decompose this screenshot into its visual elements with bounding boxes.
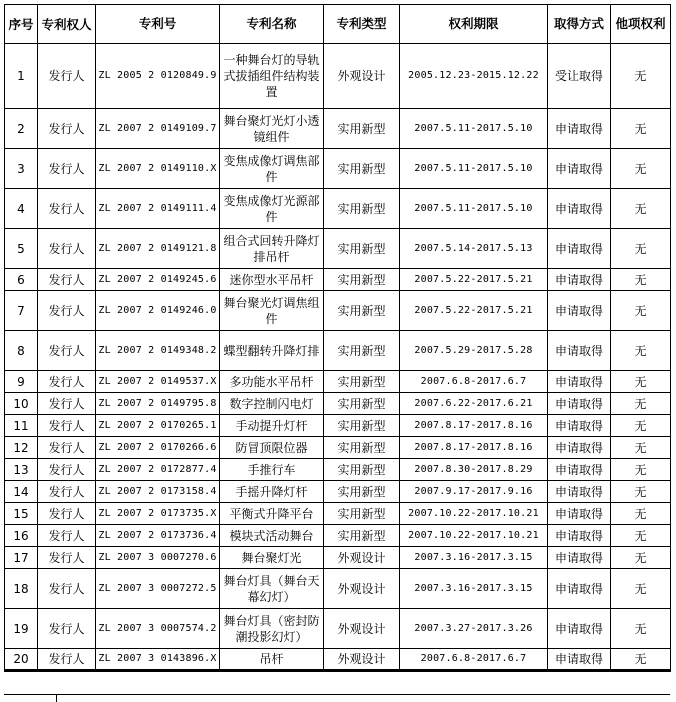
cell-type: 实用新型 — [324, 371, 400, 393]
cell-seq: 14 — [5, 481, 38, 503]
cell-other: 无 — [611, 525, 671, 547]
cell-other: 无 — [611, 149, 671, 189]
cell-term: 2007.8.30-2017.8.29 — [400, 459, 548, 481]
cell-seq: 19 — [5, 609, 38, 649]
cell-other: 无 — [611, 109, 671, 149]
cell-number: ZL 2007 2 0149109.7 — [96, 109, 220, 149]
table-row — [5, 481, 671, 503]
cell-other: 无 — [611, 371, 671, 393]
table-row — [5, 291, 671, 331]
cell-term: 2007.5.14-2017.5.13 — [400, 229, 548, 269]
cell-type: 实用新型 — [324, 109, 400, 149]
table-row — [5, 393, 671, 415]
cell-seq: 20 — [5, 649, 38, 671]
cell-term: 2007.3.16-2017.3.15 — [400, 569, 548, 609]
table-row — [5, 609, 671, 649]
cell-holder: 发行人 — [38, 44, 96, 109]
cell-seq: 1 — [5, 44, 38, 109]
cell-name: 防冒顶限位器 — [220, 437, 324, 459]
cell-other: 无 — [611, 503, 671, 525]
table-row — [5, 649, 671, 671]
cell-other: 无 — [611, 331, 671, 371]
cell-number: ZL 2007 2 0149111.4 — [96, 189, 220, 229]
cell-seq: 3 — [5, 149, 38, 189]
cell-seq: 13 — [5, 459, 38, 481]
cell-type: 外观设计 — [324, 547, 400, 569]
table-row — [5, 269, 671, 291]
cell-number: ZL 2007 3 0007270.6 — [96, 547, 220, 569]
cell-type: 实用新型 — [324, 189, 400, 229]
cell-seq: 17 — [5, 547, 38, 569]
cell-method: 申请取得 — [548, 459, 611, 481]
cell-type: 实用新型 — [324, 331, 400, 371]
cell-number: ZL 2007 2 0173736.4 — [96, 525, 220, 547]
cell-holder: 发行人 — [38, 415, 96, 437]
cell-term: 2007.5.11-2017.5.10 — [400, 149, 548, 189]
cell-method: 申请取得 — [548, 481, 611, 503]
cell-other: 无 — [611, 269, 671, 291]
cell-method: 申请取得 — [548, 547, 611, 569]
cell-seq: 5 — [5, 229, 38, 269]
cell-seq: 12 — [5, 437, 38, 459]
cell-holder: 发行人 — [38, 525, 96, 547]
cell-holder: 发行人 — [38, 547, 96, 569]
cell-number: ZL 2007 2 0173158.4 — [96, 481, 220, 503]
cell-number: ZL 2007 3 0143896.X — [96, 649, 220, 671]
cell-name: 多功能水平吊杆 — [220, 371, 324, 393]
cell-holder: 发行人 — [38, 331, 96, 371]
cell-term: 2007.5.22-2017.5.21 — [400, 269, 548, 291]
header-number: 专利号 — [96, 5, 220, 44]
table-row — [5, 569, 671, 609]
cell-term: 2007.5.11-2017.5.10 — [400, 109, 548, 149]
cell-holder: 发行人 — [38, 649, 96, 671]
cell-term: 2007.3.16-2017.3.15 — [400, 547, 548, 569]
cell-name: 舞台聚灯光 — [220, 547, 324, 569]
cell-type: 实用新型 — [324, 149, 400, 189]
bottom-rule-tick — [56, 694, 57, 702]
header-name: 专利名称 — [220, 5, 324, 44]
cell-term: 2007.3.27-2017.3.26 — [400, 609, 548, 649]
cell-name: 迷你型水平吊杆 — [220, 269, 324, 291]
cell-name: 手摇升降灯杆 — [220, 481, 324, 503]
cell-seq: 10 — [5, 393, 38, 415]
cell-term: 2007.8.17-2017.8.16 — [400, 437, 548, 459]
cell-type: 实用新型 — [324, 393, 400, 415]
cell-number: ZL 2007 2 0149246.0 — [96, 291, 220, 331]
cell-term: 2007.5.11-2017.5.10 — [400, 189, 548, 229]
cell-number: ZL 2007 2 0149795.8 — [96, 393, 220, 415]
cell-holder: 发行人 — [38, 393, 96, 415]
cell-number: ZL 2007 2 0172877.4 — [96, 459, 220, 481]
cell-term: 2007.8.17-2017.8.16 — [400, 415, 548, 437]
cell-other: 无 — [611, 459, 671, 481]
cell-holder: 发行人 — [38, 569, 96, 609]
cell-method: 申请取得 — [548, 189, 611, 229]
cell-seq: 18 — [5, 569, 38, 609]
cell-method: 申请取得 — [548, 503, 611, 525]
cell-term: 2007.6.22-2017.6.21 — [400, 393, 548, 415]
table-row — [5, 415, 671, 437]
cell-seq: 4 — [5, 189, 38, 229]
cell-seq: 11 — [5, 415, 38, 437]
cell-number: ZL 2007 2 0149121.8 — [96, 229, 220, 269]
cell-name: 手推行车 — [220, 459, 324, 481]
cell-name: 组合式回转升降灯排吊杆 — [220, 229, 324, 269]
table-row — [5, 437, 671, 459]
cell-number: ZL 2007 3 0007272.5 — [96, 569, 220, 609]
cell-type: 实用新型 — [324, 415, 400, 437]
cell-other: 无 — [611, 415, 671, 437]
cell-number: ZL 2007 2 0149245.6 — [96, 269, 220, 291]
cell-name: 数字控制闪电灯 — [220, 393, 324, 415]
cell-number: ZL 2007 2 0173735.X — [96, 503, 220, 525]
cell-term: 2007.9.17-2017.9.16 — [400, 481, 548, 503]
cell-name: 平衡式升降平台 — [220, 503, 324, 525]
table-row — [5, 547, 671, 569]
table-row — [5, 331, 671, 371]
patent-table — [4, 4, 671, 672]
cell-type: 外观设计 — [324, 569, 400, 609]
cell-other: 无 — [611, 291, 671, 331]
cell-seq: 8 — [5, 331, 38, 371]
cell-number: ZL 2007 3 0007574.2 — [96, 609, 220, 649]
cell-other: 无 — [611, 609, 671, 649]
cell-method: 申请取得 — [548, 109, 611, 149]
cell-type: 实用新型 — [324, 525, 400, 547]
cell-other: 无 — [611, 481, 671, 503]
cell-holder: 发行人 — [38, 481, 96, 503]
cell-name: 舞台聚光灯调焦组件 — [220, 291, 324, 331]
table-row — [5, 109, 671, 149]
cell-type: 外观设计 — [324, 609, 400, 649]
header-seq: 序号 — [5, 5, 38, 44]
cell-other: 无 — [611, 393, 671, 415]
cell-holder: 发行人 — [38, 229, 96, 269]
cell-type: 外观设计 — [324, 649, 400, 671]
cell-method: 申请取得 — [548, 609, 611, 649]
cell-number: ZL 2005 2 0120849.9 — [96, 44, 220, 109]
cell-term: 2007.5.22-2017.5.21 — [400, 291, 548, 331]
cell-seq: 6 — [5, 269, 38, 291]
cell-number: ZL 2007 2 0170266.6 — [96, 437, 220, 459]
cell-seq: 7 — [5, 291, 38, 331]
cell-seq: 15 — [5, 503, 38, 525]
cell-type: 外观设计 — [324, 44, 400, 109]
cell-type: 实用新型 — [324, 503, 400, 525]
cell-type: 实用新型 — [324, 291, 400, 331]
cell-holder: 发行人 — [38, 109, 96, 149]
table-row — [5, 371, 671, 393]
cell-other: 无 — [611, 649, 671, 671]
cell-holder: 发行人 — [38, 437, 96, 459]
cell-holder: 发行人 — [38, 503, 96, 525]
cell-term: 2007.6.8-2017.6.7 — [400, 371, 548, 393]
cell-other: 无 — [611, 44, 671, 109]
cell-method: 申请取得 — [548, 649, 611, 671]
cell-method: 申请取得 — [548, 415, 611, 437]
cell-number: ZL 2007 2 0149537.X — [96, 371, 220, 393]
cell-type: 实用新型 — [324, 229, 400, 269]
cell-method: 申请取得 — [548, 371, 611, 393]
table-row — [5, 503, 671, 525]
cell-type: 实用新型 — [324, 459, 400, 481]
table-row — [5, 149, 671, 189]
cell-method: 受让取得 — [548, 44, 611, 109]
cell-name: 舞台灯具（密封防潮投影幻灯） — [220, 609, 324, 649]
bottom-rule — [4, 694, 670, 695]
cell-method: 申请取得 — [548, 393, 611, 415]
table-row — [5, 459, 671, 481]
cell-method: 申请取得 — [548, 291, 611, 331]
cell-number: ZL 2007 2 0149348.2 — [96, 331, 220, 371]
cell-term: 2007.10.22-2017.10.21 — [400, 525, 548, 547]
cell-other: 无 — [611, 229, 671, 269]
cell-method: 申请取得 — [548, 149, 611, 189]
cell-type: 实用新型 — [324, 269, 400, 291]
cell-other: 无 — [611, 569, 671, 609]
cell-other: 无 — [611, 547, 671, 569]
cell-name: 吊杆 — [220, 649, 324, 671]
cell-term: 2007.10.22-2017.10.21 — [400, 503, 548, 525]
table-row — [5, 44, 671, 109]
cell-seq: 9 — [5, 371, 38, 393]
header-method: 取得方式 — [548, 5, 611, 44]
cell-holder: 发行人 — [38, 269, 96, 291]
cell-method: 申请取得 — [548, 331, 611, 371]
cell-seq: 16 — [5, 525, 38, 547]
cell-name: 舞台聚灯光灯小透镜组件 — [220, 109, 324, 149]
cell-method: 申请取得 — [548, 525, 611, 547]
cell-other: 无 — [611, 437, 671, 459]
table-row — [5, 189, 671, 229]
cell-name: 模块式活动舞台 — [220, 525, 324, 547]
cell-holder: 发行人 — [38, 149, 96, 189]
header-holder: 专利权人 — [38, 5, 96, 44]
header-type: 专利类型 — [324, 5, 400, 44]
table-row — [5, 525, 671, 547]
cell-type: 实用新型 — [324, 437, 400, 459]
cell-other: 无 — [611, 189, 671, 229]
cell-holder: 发行人 — [38, 291, 96, 331]
cell-holder: 发行人 — [38, 189, 96, 229]
cell-name: 变焦成像灯光源部件 — [220, 189, 324, 229]
cell-method: 申请取得 — [548, 569, 611, 609]
cell-method: 申请取得 — [548, 229, 611, 269]
cell-name: 一种舞台灯的导轨式拔插组件结构装置 — [220, 44, 324, 109]
cell-number: ZL 2007 2 0170265.1 — [96, 415, 220, 437]
cell-seq: 2 — [5, 109, 38, 149]
cell-holder: 发行人 — [38, 459, 96, 481]
header-term: 权利期限 — [400, 5, 548, 44]
cell-term: 2007.5.29-2017.5.28 — [400, 331, 548, 371]
header-other: 他项权利 — [611, 5, 671, 44]
cell-type: 实用新型 — [324, 481, 400, 503]
table-header-row — [5, 5, 671, 44]
cell-name: 蝶型翻转升降灯排 — [220, 331, 324, 371]
cell-method: 申请取得 — [548, 269, 611, 291]
cell-holder: 发行人 — [38, 371, 96, 393]
cell-method: 申请取得 — [548, 437, 611, 459]
cell-name: 舞台灯具（舞台天幕幻灯） — [220, 569, 324, 609]
cell-name: 变焦成像灯调焦部件 — [220, 149, 324, 189]
cell-name: 手动提升灯杆 — [220, 415, 324, 437]
cell-holder: 发行人 — [38, 609, 96, 649]
cell-term: 2005.12.23-2015.12.22 — [400, 44, 548, 109]
cell-number: ZL 2007 2 0149110.X — [96, 149, 220, 189]
cell-term: 2007.6.8-2017.6.7 — [400, 649, 548, 671]
table-row — [5, 229, 671, 269]
